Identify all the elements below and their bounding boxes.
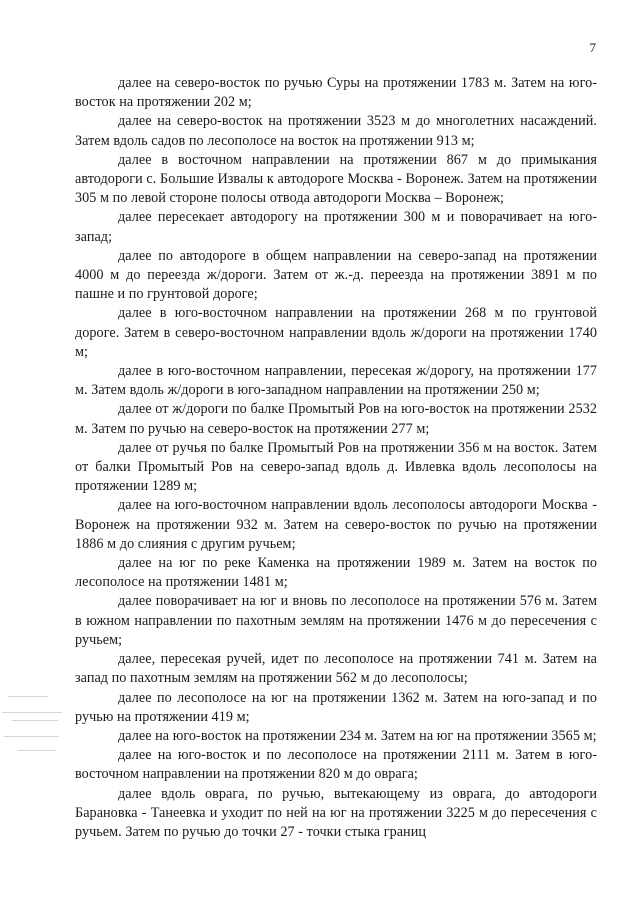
paragraph: далее на юго-восток на протяжении 234 м. Затем на юг на протяжении 3565 м; bbox=[118, 727, 597, 744]
paragraph: далее по лесополосе на юг на протяжении 1362 м. Затем на юго-запад и по ручью на протяжении 419 м; bbox=[75, 689, 597, 725]
paragraph: далее поворачивает на юг и вновь по лесополосе на протяжении 576 м. Затем в южном направлении по пахотным землям на протяжении 1476 м до пересечения с ручьем; bbox=[75, 593, 597, 648]
paragraph: далее вдоль оврага, по ручью, вытекающему из оврага, до автодороги Барановка - Танеевка и уходит по ней на юг на протяжении 3225 м до пересечения с ручьем. Затем по ручью до точки 27 - точки стыка границ bbox=[75, 785, 597, 840]
paragraph: далее на юго-восточном направлении вдоль лесополосы автодороги Москва - Воронеж на протяжении 932 м. Затем на северо-восток по ручью на протяжении 1886 м до слияния с другим ручьем; bbox=[75, 497, 597, 552]
page-number: 7 bbox=[589, 40, 596, 55]
paragraph: далее в юго-восточном направлении, пересекая ж/дорогу, на протяжении 177 м. Затем вдоль ж/дороги в юго-западном направлении на протяжении 250 м; bbox=[75, 363, 597, 399]
paragraph: далее пересекает автодорогу на протяжении 300 м и поворачивает на юго-запад; bbox=[75, 209, 597, 245]
paragraph: далее по автодороге в общем направлении на северо-запад на протяжении 4000 м до переезда ж/дороги. Затем от ж.-д. переезда на протяжении 3891 м по пашне и по грунтовой дороге; bbox=[75, 247, 597, 303]
scan-artifact bbox=[0, 690, 70, 770]
paragraph: далее от ручья по балке Промытый Ров на протяжении 356 м на восток. Затем от балки Промытый Ров на северо-запад вдоль д. Ивлевка вдоль лесополосы на протяжении 1289 м; bbox=[75, 439, 597, 495]
paragraph: далее на северо-восток по ручью Суры на протяжении 1783 м. Затем на юго-восток на протяжении 202 м; bbox=[75, 75, 597, 111]
paragraph: далее в восточном направлении на протяжении 867 м до примыкания автодороги с. Большие Извалы к автодороге Москва - Воронеж. Затем на протяжении 305 м по левой стороне полосы отвода автодороги Москва – Воронеж; bbox=[75, 151, 597, 207]
paragraph: далее от ж/дороги по балке Промытый Ров на юго-восток на протяжении 2532 м. Затем по ручью на северо-восток на протяжении 277 м; bbox=[75, 401, 597, 437]
paragraph: далее на юг по реке Каменка на протяжении 1989 м. Затем на восток по лесополосе на протяжении 1481 м; bbox=[75, 555, 597, 591]
paragraph: далее, пересекая ручей, идет по лесополосе на протяжении 741 м. Затем на запад по пахотным землям на протяжении 562 м до лесополосы; bbox=[75, 651, 597, 687]
document-body bbox=[75, 74, 597, 842]
paragraph: далее в юго-восточном направлении на протяжении 268 м по грунтовой дороге. Затем в северо-восточном направлении вдоль ж/дороги на протяжении 1740 м; bbox=[75, 305, 597, 360]
paragraph: далее на юго-восток и по лесополосе на протяжении 2111 м. Затем в юго-восточном направлении на протяжении 820 м до оврага; bbox=[75, 747, 597, 783]
paragraph: далее на северо-восток на протяжении 3523 м до многолетних насаждений. Затем вдоль садов по лесополосе на восток на протяжении 913 м; bbox=[75, 113, 597, 149]
